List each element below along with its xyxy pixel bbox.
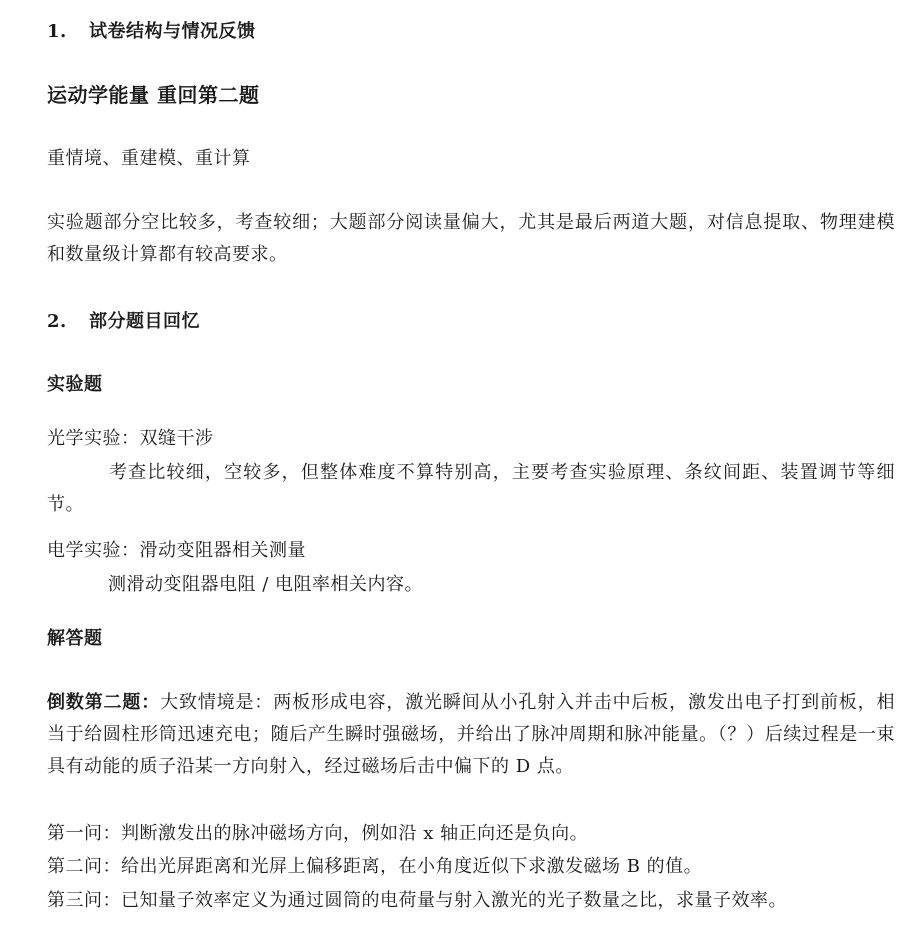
- section-number: 1.: [47, 21, 67, 42]
- electric-experiment-title: 电学实验：滑动变阻器相关测量: [47, 540, 306, 561]
- question-paragraph: [47, 687, 895, 783]
- answers-heading: 解答题: [47, 628, 103, 649]
- question-part-2: 第二问：给出光屏距离和光屏上偏移距离，在小角度近似下求激发磁场 B 的值。: [47, 856, 703, 877]
- electric-experiment-desc: 测滑动变阻器电阻 / 电阻率相关内容。: [108, 574, 424, 595]
- headline: 运动学能量 重回第二题: [47, 83, 260, 107]
- summary-paragraph: 实验题部分空比较多，考查较细；大题部分阅读量偏大，尤其是最后两道大题，对信息提取、物理建模和数量级计算都有较高要求。: [47, 212, 895, 265]
- experiments-heading: 实验题: [47, 374, 103, 395]
- question-part-1: 第一问：判断激发出的脉冲磁场方向，例如沿 x 轴正向还是负向。: [47, 823, 589, 844]
- optics-experiment-title: 光学实验：双缝干涉: [47, 428, 214, 449]
- question-label: 倒数第二题：: [47, 692, 161, 713]
- optics-experiment-desc: 考查比较细，空较多，但整体难度不算特别高，主要考查实验原理、条纹间距、装置调节等细节。: [47, 462, 895, 515]
- question-desc: 大致情境是：两板形成电容，激光瞬间从小孔射入并击中后板，激发出电子打到前板，相当于给圆柱形筒迅速充电；随后产生瞬时强磁场，并给出了脉冲周期和脉冲能量。（？）后续过程是一束具有动能的质子沿某一方向射入，经过磁场后击中偏下的 D 点。: [47, 692, 896, 777]
- section-title: 部分题目回忆: [89, 311, 200, 332]
- subline: 重情境、重建模、重计算: [47, 148, 251, 169]
- section-title: 试卷结构与情况反馈: [89, 21, 256, 42]
- section-heading-2: [47, 310, 200, 334]
- section-heading-1: [47, 20, 256, 44]
- question-part-3: 第三问：已知量子效率定义为通过圆筒的电荷量与射入激光的光子数量之比，求量子效率。: [47, 890, 787, 911]
- section-number: 2.: [47, 311, 67, 332]
